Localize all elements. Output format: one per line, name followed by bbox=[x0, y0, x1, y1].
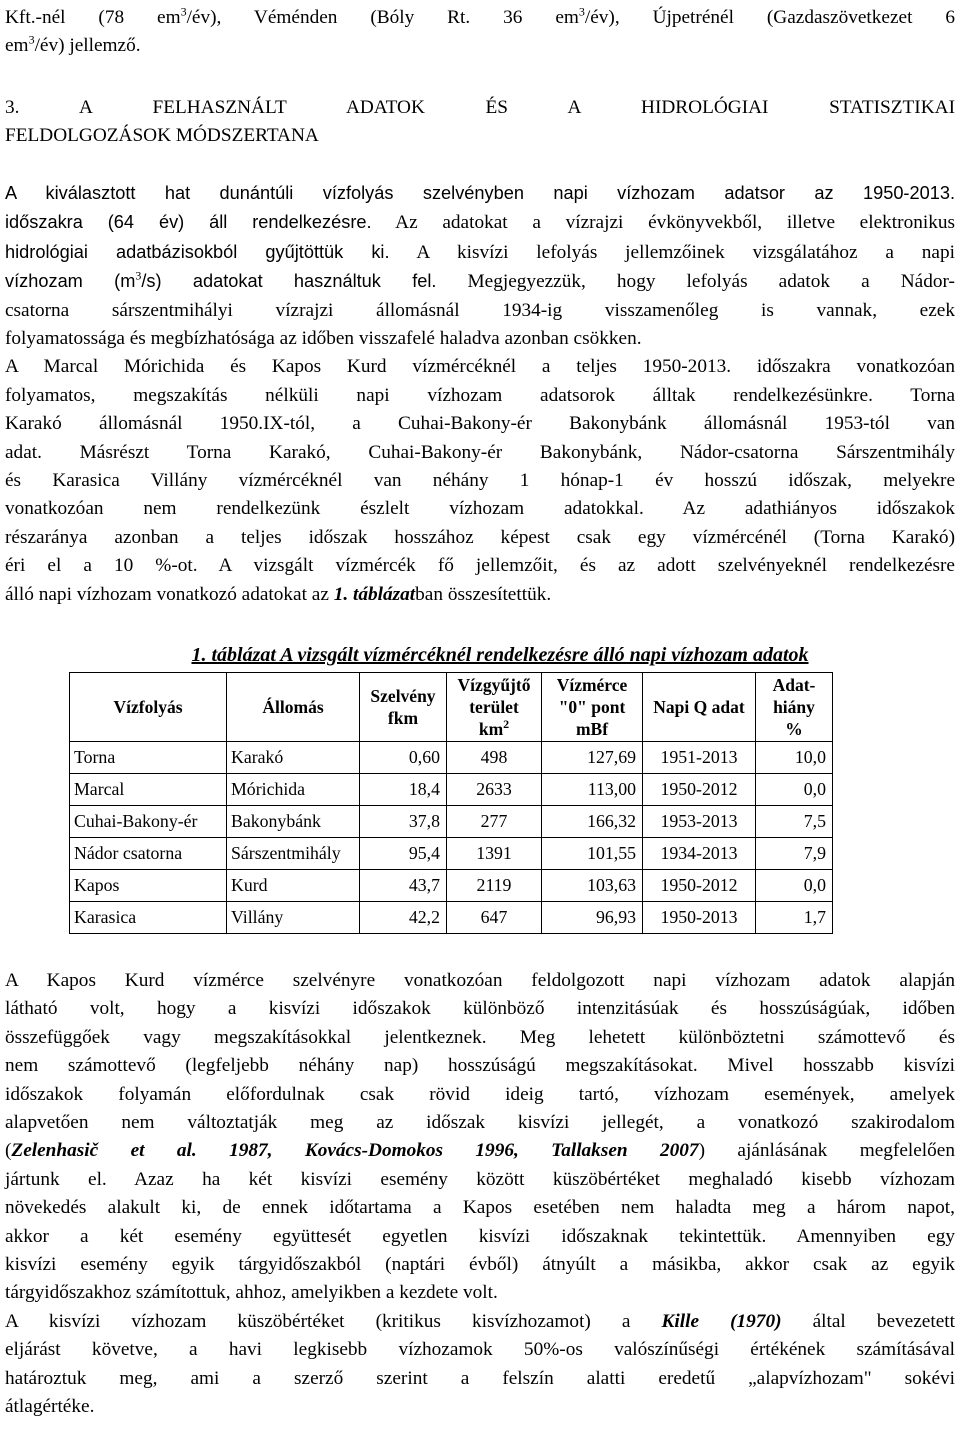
intro-line: $em^3/év$) jellemző. bbox=[5, 32, 141, 57]
text-line: adat. Másrészt Torna Karakó, Cuhai-Bakony-ér Bakonybánk, Nádor-csatorna Sárszentmihály bbox=[5, 441, 955, 463]
cell-station: Bakonybánk bbox=[227, 806, 360, 838]
header-fkm: Szelvény fkm bbox=[360, 673, 447, 742]
cell-gap: 0,0 bbox=[756, 870, 833, 902]
text-line: vízhozam $(m^3/s)$ adatokat használtuk fel. Megjegyezzük, hogy lefolyás adatok a Nádor- bbox=[5, 268, 955, 293]
cell-fkm: 42,2 bbox=[360, 902, 447, 934]
text-line: és Karasica Villány vízmércéknél van néhány 1 hónap-1 év hosszú időszak, melyekre bbox=[5, 470, 955, 492]
text-line: jártunk el. Azaz ha két kisvízi esemény között küszöbértéket meghaladó kisebb vízhozam bbox=[5, 1168, 955, 1190]
cell-river: Marcal bbox=[70, 774, 227, 806]
text-line: összefüggőek vagy megszakításokkal jelentkeznek. Meg lehetett különböztetni számottevő és bbox=[5, 1026, 955, 1048]
text-line: A kiválasztott hat dunántúli vízfolyás szelvényben napi vízhozam adatsor az 1950-2013. bbox=[5, 183, 955, 203]
text-line: vonatkozóan nem rendelkezünk észlelt vízhozam adatokkal. Az adathiányos időszakok bbox=[5, 498, 955, 520]
cell-zero: 96,93 bbox=[542, 902, 643, 934]
text-line: Karakó állomásnál 1950.IX-tól, a Cuhai-Bakony-ér Bakonybánk állomásnál 1953-tól van bbox=[5, 413, 955, 435]
header-gap: Adat- hiány % bbox=[756, 673, 833, 742]
cell-zero: 127,69 bbox=[542, 742, 643, 774]
body-text bbox=[5, 179, 955, 609]
text-line: álló napi vízhozam vonatkozó adatokat az 1. táblázatban összesítettük. bbox=[5, 583, 552, 605]
text-line: folyamatossága és megbízhatósága az időben visszafelé haladva azonban csökken. bbox=[5, 328, 642, 350]
cell-gap: 7,5 bbox=[756, 806, 833, 838]
section-heading-line: 3. A FELHASZNÁLT ADATOK ÉS A HIDROLÓGIAI STATISZTIKAI bbox=[5, 97, 955, 118]
cell-zero: 113,00 bbox=[542, 774, 643, 806]
data-table bbox=[69, 672, 833, 934]
text-line: határoztuk meg, ami a szerző szerint a felszín alatti eredetű „alapvízhozam" sokévi bbox=[5, 1367, 955, 1389]
text-line: éri el a 10 %-ot. A vizsgált vízmércék fő jellemzőit, és az adott szelvényeknél rendelkezésre bbox=[5, 555, 955, 577]
text-line: átlagértéke. bbox=[5, 1396, 95, 1418]
cell-fkm: 0,60 bbox=[360, 742, 447, 774]
text-line: A Marcal Mórichida és Kapos Kurd vízmércéknél a teljes 1950-2013. időszakra vonatkozóan bbox=[5, 356, 955, 378]
cell-gap: 1,7 bbox=[756, 902, 833, 934]
cell-river: Kapos bbox=[70, 870, 227, 902]
cell-period: 1950-2012 bbox=[643, 870, 756, 902]
text-line: alapvetően nem változtatják meg az időszak kisvízi jellegét, a vonatkozó szakirodalom bbox=[5, 1112, 955, 1134]
text-line: nem számottevő (legfeljebb néhány nap) hosszúságú megszakításokat. Mivel hosszabb kisvízi bbox=[5, 1055, 955, 1077]
text-line: folyamatos, megszakítás nélküli napi vízhozam adatsorok álltak rendelkezésünkre. Torna bbox=[5, 384, 955, 406]
cell-period: 1951-2013 bbox=[643, 742, 756, 774]
section-heading bbox=[5, 94, 955, 151]
body-text-lower bbox=[5, 967, 955, 1422]
cell-gap: 0,0 bbox=[756, 774, 833, 806]
cell-station: Karakó bbox=[227, 742, 360, 774]
table-row bbox=[70, 774, 833, 806]
text-line: növekedés alakult ki, de ennek időtartama a Kapos esetében nem haladta meg a három napot, bbox=[5, 1197, 955, 1219]
cell-area: 498 bbox=[447, 742, 542, 774]
cell-area: 1391 bbox=[447, 838, 542, 870]
table-row bbox=[70, 806, 833, 838]
text-line: kisvízi esemény egyik tárgyidőszakból (naptári évből) átnyúlt a másikba, akkor csak az egyik bbox=[5, 1254, 955, 1276]
text-line: A kisvízi vízhozam küszöbértéket (kritikus kisvízhozamot) a Kille (1970) által bevezetett bbox=[5, 1310, 955, 1332]
cell-station: Kurd bbox=[227, 870, 360, 902]
text-line: csatorna sárszentmihályi vízrajzi állomásnál 1934-ig visszamenőleg is vannak, ezek bbox=[5, 299, 955, 321]
text-line: időszakra (64 év) áll rendelkezésre. Az adatokat a vízrajzi évkönyvekből, illetve elektronikus bbox=[5, 212, 955, 234]
cell-fkm: 43,7 bbox=[360, 870, 447, 902]
text-line: látható volt, hogy a kisvízi időszakok különböző intenzitásúak és hosszúságúak, időben bbox=[5, 998, 955, 1020]
cell-river: Karasica bbox=[70, 902, 227, 934]
intro-line: Kft.-nél (78 $em^3/év$), Véménden (Bóly Rt. 36 $em^3/év$), Újpetrénél (Gazdaszövetkezet 6 bbox=[5, 4, 955, 28]
cell-fkm: 18,4 bbox=[360, 774, 447, 806]
cell-period: 1950-2012 bbox=[643, 774, 756, 806]
text-line: időszakok folyamán előfordulnak csak rövid ideig tartó, vízhozam események, amelyek bbox=[5, 1083, 955, 1105]
cell-area: 647 bbox=[447, 902, 542, 934]
cell-period: 1953-2013 bbox=[643, 806, 756, 838]
table-caption: 1. táblázat A vizsgált vízmércéknél rendelkezésre álló napi vízhozam adatok bbox=[191, 644, 809, 666]
cell-river: Nádor csatorna bbox=[70, 838, 227, 870]
cell-area: 2119 bbox=[447, 870, 542, 902]
header-zero-point: Vízmérce "0" pont mBf bbox=[542, 673, 643, 742]
text-line: tárgyidőszakhoz számítottuk, ahhoz, amelyikben a kezdete volt. bbox=[5, 1282, 498, 1304]
cell-zero: 166,32 bbox=[542, 806, 643, 838]
intro-block bbox=[5, 4, 955, 61]
cell-area: 2633 bbox=[447, 774, 542, 806]
text-line: A Kapos Kurd vízmérce szelvényre vonatkozóan feldolgozott napi vízhozam adatok alapján bbox=[5, 970, 955, 991]
table-row bbox=[70, 902, 833, 934]
text-line: (Zelenhasič et al. 1987, Kovács-Domokos 1996, Tallaksen 2007) ajánlásának megfelelően bbox=[5, 1140, 955, 1162]
cell-zero: 103,63 bbox=[542, 870, 643, 902]
cell-station: Mórichida bbox=[227, 774, 360, 806]
text-line: eljárást követve, a havi legkisebb vízhozamok 50%-os valószínűségi értékének számításával bbox=[5, 1339, 955, 1361]
cell-area: 277 bbox=[447, 806, 542, 838]
cell-fkm: 95,4 bbox=[360, 838, 447, 870]
table-row bbox=[70, 870, 833, 902]
cell-period: 1950-2013 bbox=[643, 902, 756, 934]
text-line: hidrológiai adatbázisokból gyűjtöttük ki. A kisvízi lefolyás jellemzőinek vizsgálatához a napi bbox=[5, 241, 955, 263]
text-line: akkor a két esemény együttesét egyetlen kisvízi időszaknak tekintettük. Amennyiben egy bbox=[5, 1225, 955, 1247]
cell-period: 1934-2013 bbox=[643, 838, 756, 870]
text-line: részaránya azonban a teljes időszak hosszához képest csak egy vízmércénél (Torna Karakó) bbox=[5, 526, 955, 548]
cell-fkm: 37,8 bbox=[360, 806, 447, 838]
header-station: Állomás bbox=[227, 673, 360, 742]
cell-station: Sárszentmihály bbox=[227, 838, 360, 870]
table-row bbox=[70, 838, 833, 870]
header-daily-q: Napi Q adat bbox=[643, 673, 756, 742]
cell-gap: 7,9 bbox=[756, 838, 833, 870]
cell-zero: 101,55 bbox=[542, 838, 643, 870]
table-header-row bbox=[70, 673, 833, 742]
header-river: Vízfolyás bbox=[70, 673, 227, 742]
table-row bbox=[70, 742, 833, 774]
cell-river: Torna bbox=[70, 742, 227, 774]
cell-river: Cuhai-Bakony-ér bbox=[70, 806, 227, 838]
header-area: Vízgyűjtő terület $km^2$ bbox=[447, 673, 542, 742]
section-heading-line: FELDOLGOZÁSOK MÓDSZERTANA bbox=[5, 125, 319, 147]
cell-gap: 10,0 bbox=[756, 742, 833, 774]
cell-station: Villány bbox=[227, 902, 360, 934]
